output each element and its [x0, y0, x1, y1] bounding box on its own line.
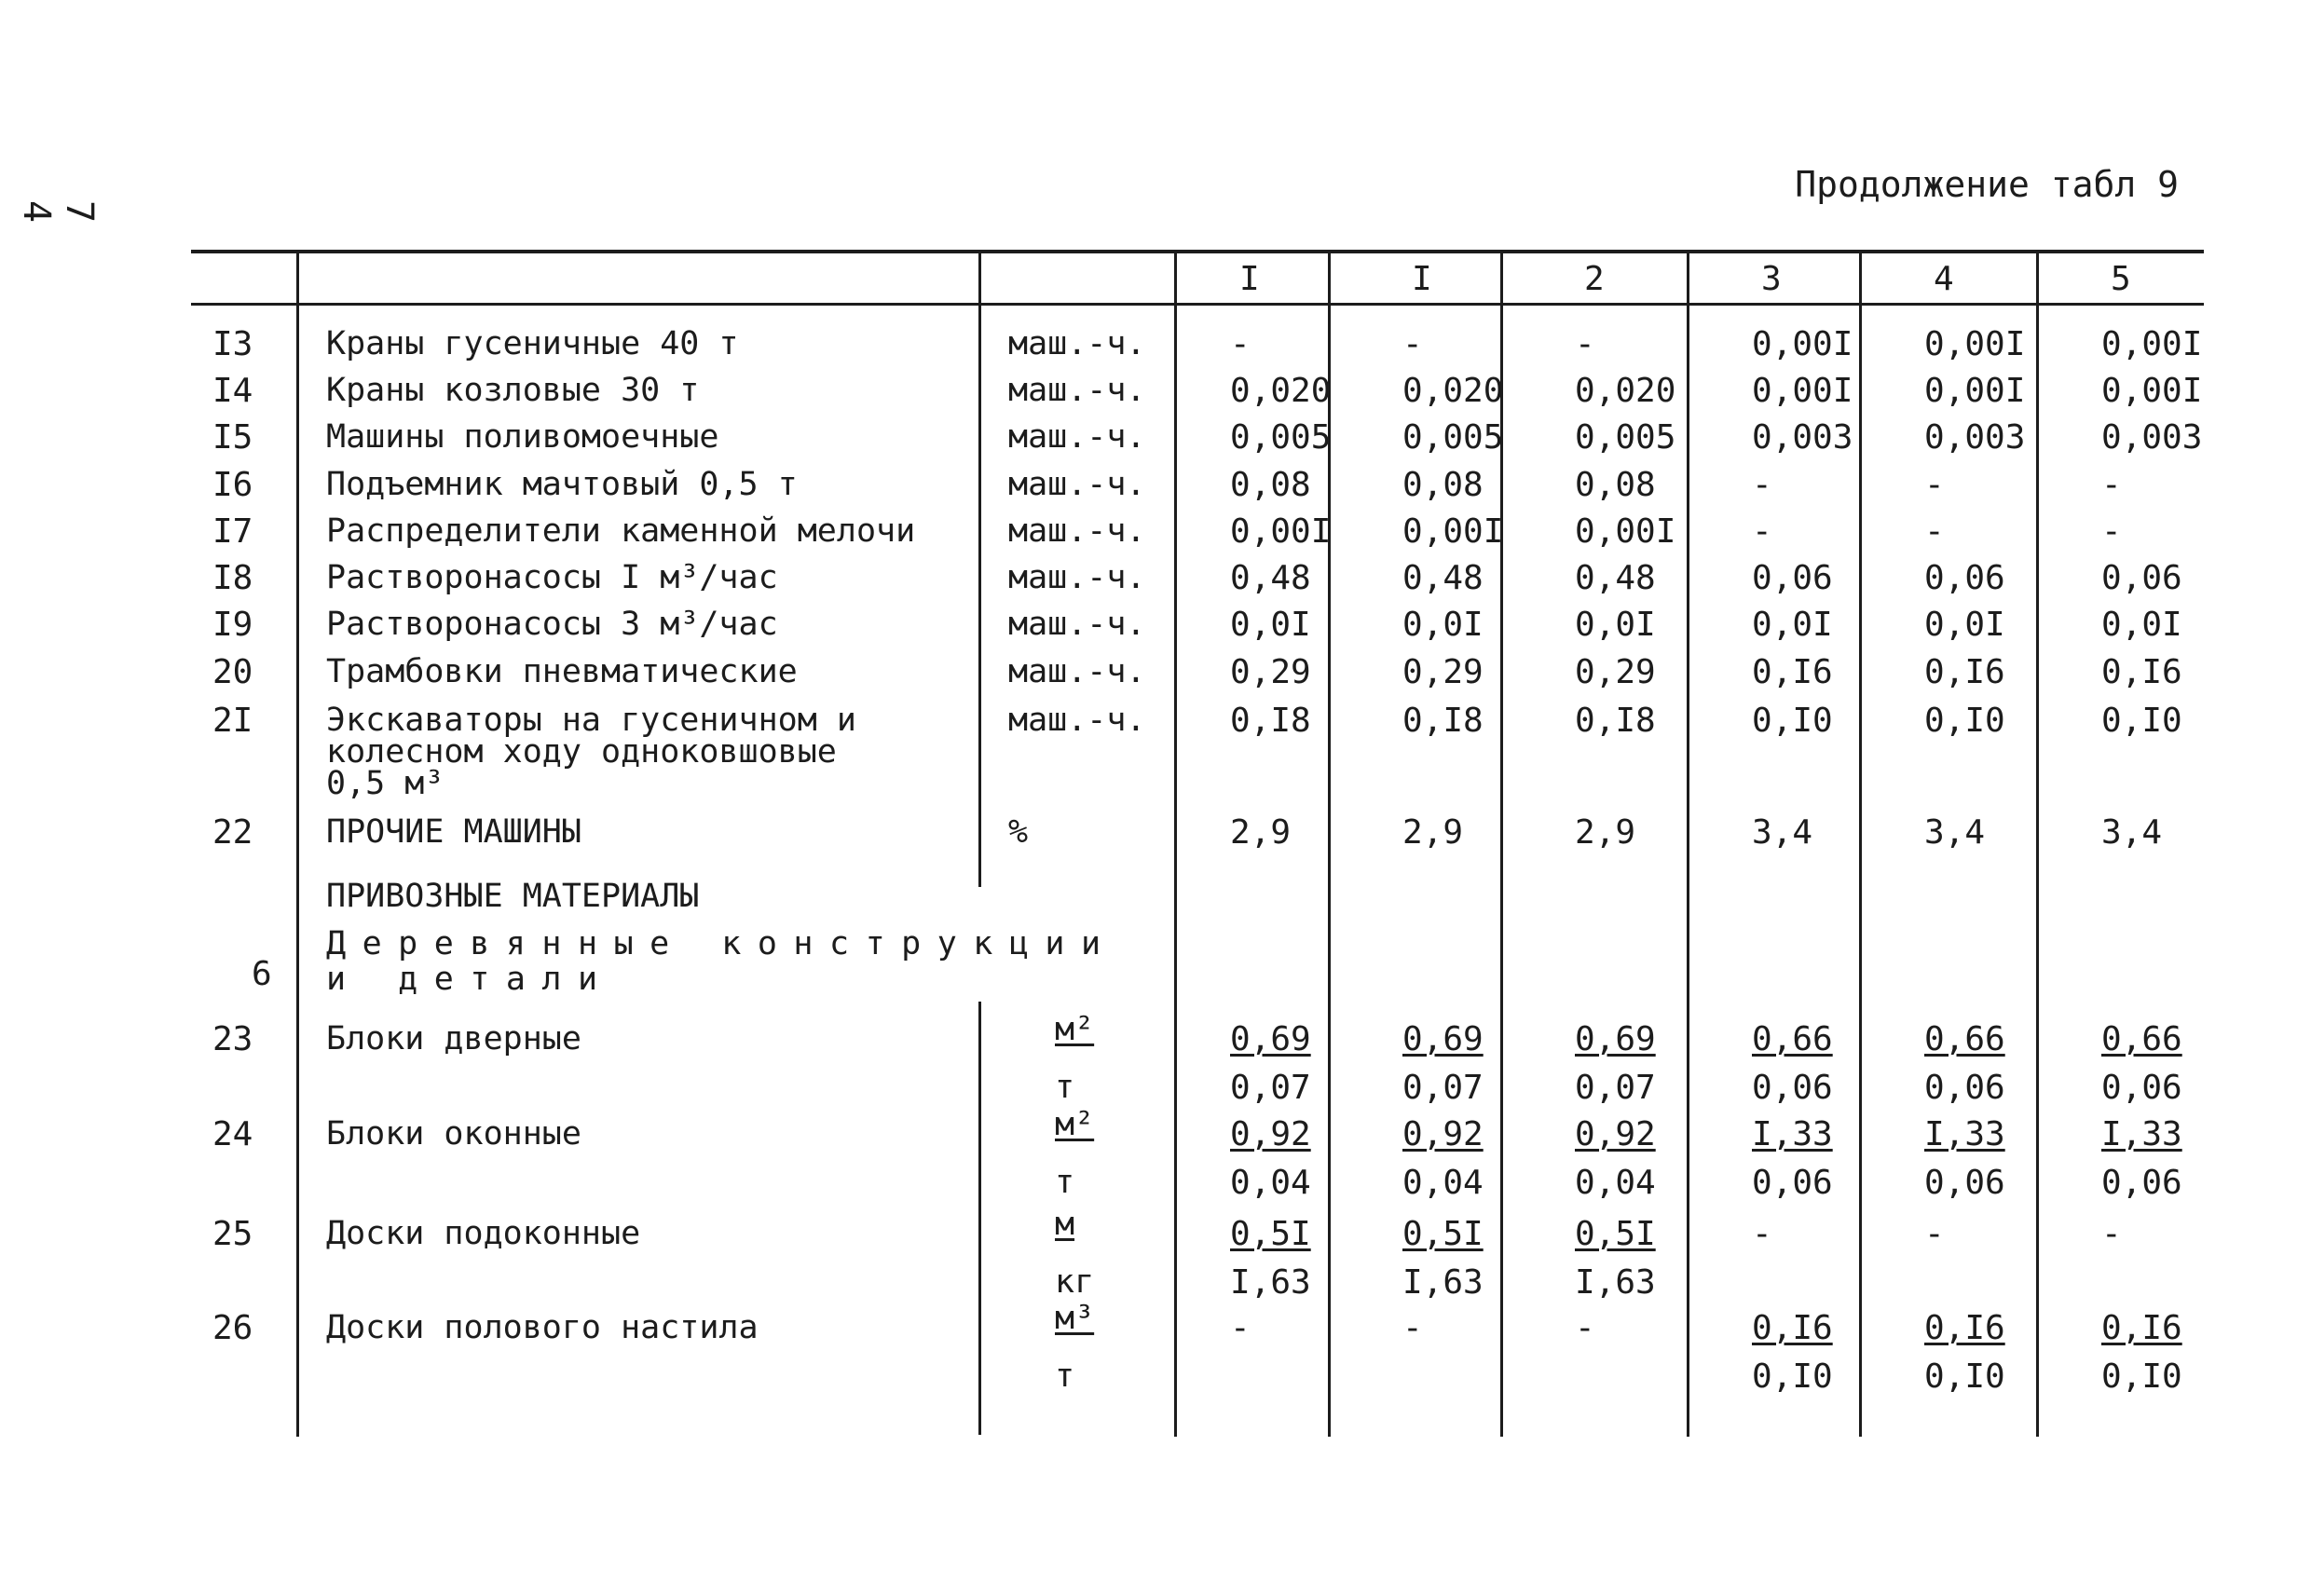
row-value: 0,I0 — [2101, 702, 2182, 740]
row-value-primary: 0,92 — [1230, 1115, 1311, 1153]
row-value-secondary: 0,04 — [1230, 1164, 1311, 1202]
row-value-primary: - — [2101, 1215, 2122, 1253]
row-name: Блоки оконные — [326, 1115, 581, 1153]
column-header: 5 — [2111, 260, 2131, 298]
row-value: 0,29 — [1575, 653, 1656, 691]
row-value-secondary: 0,06 — [1752, 1069, 1833, 1107]
row-value: 0,005 — [1402, 418, 1504, 457]
row-value: 0,00I — [1924, 325, 2026, 363]
row-value-primary: 0,66 — [2101, 1020, 2182, 1058]
row-value-secondary: 0,07 — [1402, 1069, 1484, 1107]
row-unit: маш.-ч. — [1008, 606, 1146, 643]
row-value-secondary: 0,07 — [1575, 1069, 1656, 1107]
row-value-secondary: 0,07 — [1230, 1069, 1311, 1107]
row-number: 20 — [212, 653, 253, 691]
row-value: 0,0I — [1924, 606, 2005, 644]
row-value-secondary: 0,I0 — [1924, 1357, 2005, 1396]
row-value-primary: 0,66 — [1752, 1020, 1833, 1058]
column-header: I — [1412, 260, 1432, 298]
row-value: 0,29 — [1402, 653, 1484, 691]
row-value-primary: - — [1924, 1215, 1945, 1253]
row-value: 3,4 — [2101, 813, 2163, 852]
row-unit-secondary: кг — [1055, 1263, 1095, 1301]
row-value: - — [1924, 512, 1945, 551]
row-value: 2,9 — [1402, 813, 1464, 852]
row-value-primary: 0,5I — [1575, 1215, 1656, 1253]
row-value-primary: 0,I6 — [1924, 1309, 2005, 1347]
row-name: 0,5 м³ — [326, 765, 444, 802]
row-value: 0,020 — [1575, 372, 1676, 410]
row-name: Машины поливомоечные — [326, 418, 719, 456]
row-number: 25 — [212, 1215, 253, 1253]
row-value-primary: - — [1230, 1309, 1251, 1347]
row-value: 0,00I — [1230, 512, 1332, 551]
row-value: 0,I8 — [1402, 702, 1484, 740]
row-value: 2,9 — [1575, 813, 1636, 852]
row-value-secondary: 0,06 — [1924, 1164, 2005, 1202]
row-name: Растворонасосы 3 м³/час — [326, 606, 778, 643]
row-name: Доски полового настила — [326, 1309, 759, 1346]
row-value: 0,I0 — [1752, 702, 1833, 740]
row-value: 0,48 — [1402, 559, 1484, 597]
row-value-primary: 0,92 — [1575, 1115, 1656, 1153]
row-number: 24 — [212, 1115, 253, 1153]
row-value: 0,00I — [1924, 372, 2026, 410]
column-header: 3 — [1761, 260, 1782, 298]
row-value-primary: 0,5I — [1402, 1215, 1484, 1253]
page-number-digit: 4 — [15, 200, 58, 224]
row-value-secondary: I,63 — [1402, 1263, 1484, 1302]
row-value: 0,I8 — [1230, 702, 1311, 740]
row-name: Блоки дверные — [326, 1020, 581, 1057]
row-name: Распределители каменной мелочи — [326, 512, 916, 550]
section-heading: ПРИВОЗНЫЕ МАТЕРИАЛЫ — [326, 878, 700, 915]
table-header-rule — [191, 303, 2204, 306]
row-value: 0,00I — [1575, 512, 1676, 551]
row-value-primary: 0,I6 — [1752, 1309, 1833, 1347]
row-name: Растворонасосы I м³/час — [326, 559, 778, 596]
row-value: - — [1575, 325, 1595, 363]
row-value: 0,00I — [1402, 512, 1504, 551]
row-unit-primary: м² — [1055, 1106, 1095, 1143]
row-unit-primary: м³ — [1055, 1300, 1095, 1337]
table-caption: Продолжение табл 9 — [1795, 164, 2179, 205]
column-header: I — [1239, 260, 1260, 298]
row-value: 0,08 — [1402, 466, 1484, 504]
table-top-rule — [191, 250, 2204, 253]
row-value: 0,48 — [1575, 559, 1656, 597]
row-value-secondary: I,63 — [1230, 1263, 1311, 1302]
row-unit-secondary: т — [1055, 1357, 1075, 1395]
row-value: - — [1752, 512, 1772, 551]
column-header: 2 — [1584, 260, 1605, 298]
row-value: 0,003 — [2101, 418, 2203, 457]
column-rule-value — [1859, 253, 1862, 1437]
row-value: - — [2101, 466, 2122, 504]
row-unit: маш.-ч. — [1008, 466, 1146, 503]
row-number: 23 — [212, 1020, 253, 1058]
row-value-primary: - — [1402, 1309, 1423, 1347]
row-value: 0,00I — [1752, 325, 1853, 363]
row-value-primary: 0,92 — [1402, 1115, 1484, 1153]
row-value: 0,005 — [1230, 418, 1332, 457]
row-name: Краны гусеничные 40 т — [326, 325, 739, 362]
row-name: Экскаваторы на гусеничном и — [326, 702, 856, 739]
row-value: 0,I8 — [1575, 702, 1656, 740]
row-number: I4 — [212, 372, 253, 410]
row-unit: маш.-ч. — [1008, 372, 1146, 409]
row-value: 2,9 — [1230, 813, 1292, 852]
row-value: - — [2101, 512, 2122, 551]
row-value: - — [1752, 466, 1772, 504]
row-value: 0,48 — [1230, 559, 1311, 597]
row-unit: маш.-ч. — [1008, 702, 1146, 739]
column-rule-value — [1174, 253, 1177, 1437]
row-value-secondary: I,63 — [1575, 1263, 1656, 1302]
row-unit: маш.-ч. — [1008, 512, 1146, 550]
row-value-secondary: 0,06 — [1924, 1069, 2005, 1107]
row-value-primary: - — [1575, 1309, 1595, 1347]
row-name: Доски подоконные — [326, 1215, 641, 1252]
row-unit: маш.-ч. — [1008, 325, 1146, 362]
row-value: 0,I6 — [1752, 653, 1833, 691]
row-unit-primary: м — [1055, 1206, 1075, 1243]
column-rule-value — [1687, 253, 1689, 1437]
column-header: 4 — [1934, 260, 1954, 298]
row-value: 0,06 — [1752, 559, 1833, 597]
row-value: - — [1402, 325, 1423, 363]
row-number: I7 — [212, 512, 253, 551]
row-value-secondary: 0,I0 — [2101, 1357, 2182, 1396]
row-unit-primary: м² — [1055, 1011, 1095, 1048]
row-name: Краны козловые 30 т — [326, 372, 700, 409]
row-value: 0,08 — [1575, 466, 1656, 504]
row-unit-secondary: т — [1055, 1069, 1075, 1106]
row-value: 0,003 — [1924, 418, 2026, 457]
row-value-primary: 0,66 — [1924, 1020, 2005, 1058]
row-value-secondary: 0,04 — [1402, 1164, 1484, 1202]
row-value-primary: 0,69 — [1575, 1020, 1656, 1058]
row-unit-secondary: т — [1055, 1164, 1075, 1201]
row-value-secondary: 0,04 — [1575, 1164, 1656, 1202]
row-number: 22 — [212, 813, 253, 852]
row-value-primary: 0,69 — [1230, 1020, 1311, 1058]
column-rule-unit — [978, 1002, 981, 1435]
row-name: Трамбовки пневматические — [326, 653, 798, 690]
row-value-primary: I,33 — [1752, 1115, 1833, 1153]
row-value: 0,0I — [1752, 606, 1833, 644]
row-value: 0,29 — [1230, 653, 1311, 691]
row-value: 0,0I — [2101, 606, 2182, 644]
row-number: I5 — [212, 418, 253, 457]
row-value-secondary: 0,06 — [1752, 1164, 1833, 1202]
row-number: 2I — [212, 702, 253, 740]
row-unit: маш.-ч. — [1008, 653, 1146, 690]
row-number: 26 — [212, 1309, 253, 1347]
row-number: I6 — [212, 466, 253, 504]
row-name: Подъемник мачтовый 0,5 т — [326, 466, 798, 503]
section-title: и детали — [326, 961, 614, 998]
row-value: 0,06 — [1924, 559, 2005, 597]
row-value-primary: I,33 — [1924, 1115, 2005, 1153]
row-value: - — [1924, 466, 1945, 504]
row-value-primary: 0,I6 — [2101, 1309, 2182, 1347]
column-rule-unit — [978, 253, 981, 887]
page-number — [15, 200, 101, 223]
column-rule-number — [296, 253, 299, 1437]
row-value: 0,08 — [1230, 466, 1311, 504]
row-unit: маш.-ч. — [1008, 559, 1146, 596]
row-value: 0,00I — [2101, 372, 2203, 410]
page-number-digit: 7 — [58, 200, 101, 224]
row-value: 0,I0 — [1924, 702, 2005, 740]
section-number: 6 — [252, 955, 272, 993]
row-value-secondary: 0,I0 — [1752, 1357, 1833, 1396]
row-value-secondary: 0,06 — [2101, 1069, 2182, 1107]
row-value: 0,0I — [1575, 606, 1656, 644]
row-value: 0,00I — [1752, 372, 1853, 410]
row-number: I3 — [212, 325, 253, 363]
row-number: I9 — [212, 606, 253, 644]
row-name: ПРОЧИЕ МАШИНЫ — [326, 813, 581, 851]
section-title: Деревянные конструкции — [326, 925, 1117, 962]
column-rule-value — [2036, 253, 2039, 1437]
row-value: 0,0I — [1230, 606, 1311, 644]
row-value-primary: 0,5I — [1230, 1215, 1311, 1253]
row-value: 0,0I — [1402, 606, 1484, 644]
row-value: 3,4 — [1752, 813, 1813, 852]
row-value-secondary: 0,06 — [2101, 1164, 2182, 1202]
row-value: 0,003 — [1752, 418, 1853, 457]
row-number: I8 — [212, 559, 253, 597]
row-value: 0,020 — [1230, 372, 1332, 410]
row-value: 0,005 — [1575, 418, 1676, 457]
row-value: - — [1230, 325, 1251, 363]
row-unit: маш.-ч. — [1008, 418, 1146, 456]
row-value: 0,00I — [2101, 325, 2203, 363]
row-value-primary: 0,69 — [1402, 1020, 1484, 1058]
row-value: 3,4 — [1924, 813, 1986, 852]
row-value-primary: - — [1752, 1215, 1772, 1253]
row-value: 0,I6 — [1924, 653, 2005, 691]
row-value: 0,020 — [1402, 372, 1504, 410]
row-unit: % — [1008, 813, 1029, 851]
row-value-primary: I,33 — [2101, 1115, 2182, 1153]
row-value: 0,06 — [2101, 559, 2182, 597]
row-name: колесном ходу одноковшовые — [326, 733, 837, 771]
row-value: 0,I6 — [2101, 653, 2182, 691]
